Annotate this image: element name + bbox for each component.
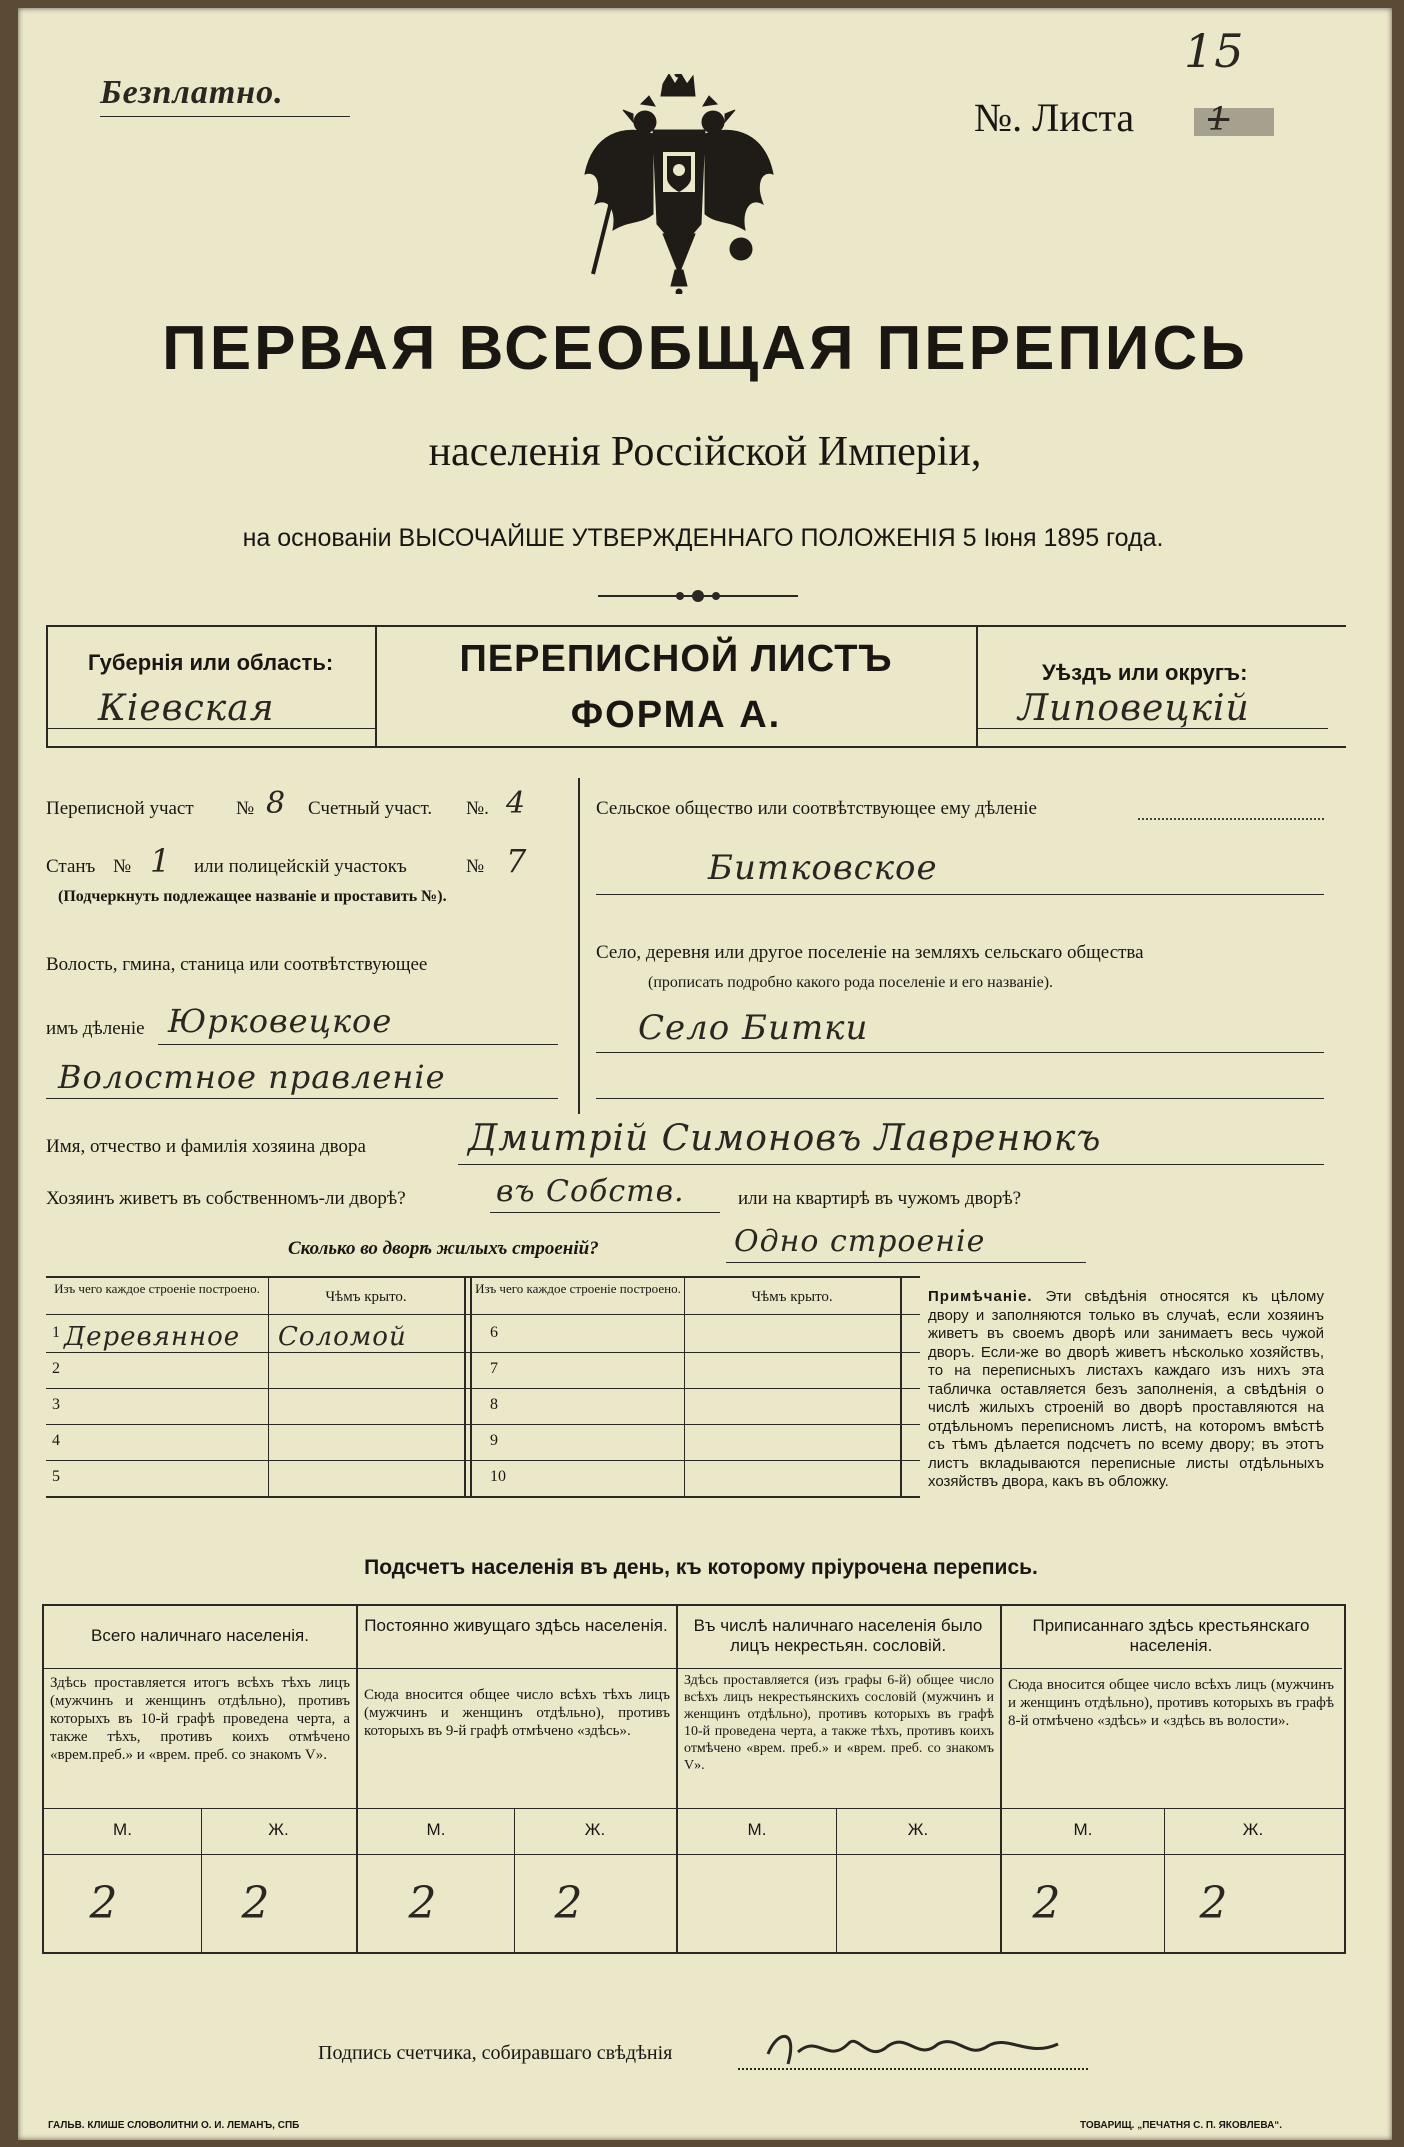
pt-desc-2: Сюда вносится общее число всѣхъ тѣхъ лицъ (мужчинъ и женщинъ отдѣльно), противъ которыхъ въ 9-й графѣ отмѣчено «здѣсь». (364, 1687, 670, 1739)
sheet-number-old: 1 (1208, 100, 1230, 138)
bt-row-3 (46, 1424, 920, 1425)
bt-col-4 (900, 1276, 902, 1496)
band-top-rule (46, 625, 1346, 627)
form-subtitle: ФОРМА А. (570, 694, 782, 736)
bt-col-3 (684, 1276, 685, 1496)
bt-row-num: 10 (490, 1468, 506, 1485)
bt-row-num: 6 (490, 1324, 498, 1341)
stan-no: № (113, 856, 132, 877)
signature-line (738, 2068, 1088, 2070)
village-label: Село, деревня или другое поселеніе на земляхъ сельскаго общества (596, 942, 1144, 963)
stan-value: 1 (150, 842, 172, 880)
pt-header-rule-2 (358, 1668, 676, 1669)
stan-label: Станъ (46, 856, 96, 877)
perepis-uchast-value: 8 (266, 786, 287, 821)
bt-header-material-left: Изъ чего каждое строеніе построено. (54, 1281, 260, 1296)
society-value: Битковское (708, 848, 938, 888)
bt-col-2 (464, 1276, 466, 1496)
buildings-line (726, 1262, 1086, 1263)
uezd-line (978, 728, 1328, 729)
bt-row-num: 9 (490, 1432, 498, 1449)
society-line (596, 894, 1324, 895)
note-block (928, 1288, 1324, 1492)
pt-f-value-4: 2 (1199, 1878, 1229, 1929)
bt-row-num: 4 (52, 1432, 60, 1449)
pt-header-rule-1 (44, 1668, 356, 1669)
legal-basis: на основаніи ВЫСОЧАЙШЕ УТВЕРЖДЕННАГО ПОЛОЖЕНІЯ 5 Іюня 1895 года. (242, 524, 1164, 552)
police-value: 7 (506, 842, 528, 880)
bt-top (46, 1276, 920, 1278)
subtitle: населенія Россійской Имперіи, (428, 429, 982, 475)
bt-roof-1: Соломой (278, 1322, 407, 1352)
bt-col-1 (268, 1276, 269, 1496)
uezd-label: Уѣздъ или округъ: (1042, 660, 1248, 685)
bt-header-material-right: Изъ чего каждое строеніе построено. (475, 1281, 681, 1296)
pt-desc-1: Здѣсь проставляется итогъ всѣхъ тѣхъ лицъ (мужчинъ и женщинъ отдѣльно), противъ которыхъ въ 10-й графѣ проведена черта, а также тѣхъ, противъ коихъ отмѣчено «врем.преб.» и «врем. преб. со знакомъ V». (50, 1675, 350, 1763)
volost-label: Волость, гмина, станица или соотвѣтствующее (46, 954, 428, 975)
pt-col-2 (676, 1606, 678, 1952)
owner-lives-line (490, 1212, 720, 1213)
volost-value-2: Волостное правленіе (58, 1058, 446, 1096)
underline-note: (Подчеркнуть подлежащее названіе и проставить №). (58, 888, 447, 905)
uezd-value: Липовецкій (1018, 688, 1250, 729)
schet-uchast-no: №. (466, 798, 489, 819)
pt-m-value-4: 2 (1032, 1878, 1062, 1929)
sheet-number-stamp (1194, 108, 1274, 136)
volost-line-1 (158, 1044, 558, 1045)
buildings-value: Одно строеніе (734, 1224, 986, 1259)
schet-uchast-label: Счетный участ. (308, 798, 433, 819)
double-headed-eagle-icon (583, 74, 775, 294)
band-bottom-rule (46, 746, 1346, 748)
schet-uchast-value: 4 (506, 786, 527, 821)
pt-header-1: Всего наличнаго населенія. (91, 1626, 309, 1645)
village-line-1 (596, 1052, 1324, 1053)
perepis-uchast-no: № (236, 798, 255, 819)
bt-head-rule (46, 1314, 920, 1315)
society-label: Сельское общество или соотвѣтствующее ему дѣленіе (596, 798, 1037, 819)
pt-f-label-4: Ж. (1242, 1820, 1264, 1839)
owner-lives-label: Хозяинъ живетъ въ собственномъ-ли дворѣ? (46, 1188, 406, 1209)
police-label: или полицейскій участокъ (194, 856, 407, 877)
society-dotline (1138, 818, 1324, 820)
volost-line-2 (46, 1098, 558, 1099)
bt-row-1 (46, 1352, 920, 1353)
pt-rule-2 (44, 1854, 1344, 1855)
printer-left: ГАЛЬВ. КЛИШЕ СЛОВОЛИТНИ О. И. ЛЕМАНЪ, СПБ (48, 2120, 300, 2131)
pt-header-rule-3 (678, 1668, 1000, 1669)
village-line-2 (596, 1098, 1324, 1099)
owner-name-label: Имя, отчество и фамилія хозяина двора (46, 1136, 366, 1157)
owner-name-value: Дмитрій Симоновъ Лавренюкъ (468, 1118, 1102, 1159)
gubernia-label: Губернія или область: (88, 650, 334, 675)
pt-f-label-2: Ж. (584, 1820, 606, 1839)
note-title: Примѣчаніе. (928, 1288, 1033, 1305)
pt-f-value-2: 2 (554, 1878, 584, 1929)
bt-row-num: 5 (52, 1468, 60, 1485)
pt-rule-1 (44, 1808, 1344, 1809)
bt-row-num: 7 (490, 1360, 498, 1377)
pt-header-3: Въ числѣ наличнаго населенія было лицъ некрестьян. сословій. (693, 1616, 983, 1655)
pt-desc-3: Здѣсь проставляется (изъ графы 6-й) общее число всѣхъ лицъ некрестьянскихъ сословій (мужчинъ и женщинъ отдѣльно), противъ которыхъ въ графѣ 10-й проведена черта, а также тѣхъ, противъ коихъ отмѣчено «врем. преб.» и «врем. преб. со знакомъ V». (684, 1673, 994, 1773)
pt-m-value-1: 2 (89, 1878, 119, 1929)
sheet-number-value: 15 (1184, 24, 1245, 78)
bt-bottom (46, 1496, 920, 1498)
bt-header-roof-left: Чѣмъ крыто. (325, 1289, 407, 1305)
census-sheet (18, 8, 1392, 2140)
pt-m-label-2: М. (426, 1820, 446, 1839)
bt-header-roof-right: Чѣмъ крыто. (751, 1289, 833, 1305)
gubernia-line (46, 728, 376, 729)
pt-m-label-1: М. (113, 1820, 132, 1839)
village-value: Село Битки (638, 1008, 869, 1048)
bt-material-1: Деревянное (64, 1322, 241, 1352)
owner-lives-value: въ Собств. (496, 1174, 685, 1209)
bt-row-num: 1 (52, 1324, 60, 1341)
counter-signature (758, 2024, 1098, 2074)
perepis-uchast-label: Переписной участ (46, 798, 194, 819)
buildings-label: Сколько во дворѣ жилыхъ строеній? (288, 1238, 599, 1259)
pt-m-value-2: 2 (408, 1878, 438, 1929)
pt-f-label-3: Ж. (907, 1820, 929, 1839)
volost-label-2: имъ дѣленіе (46, 1018, 145, 1039)
pt-header-rule-4 (1002, 1668, 1342, 1669)
signature-label: Подпись счетчика, собиравшаго свѣдѣнія (318, 2042, 673, 2064)
police-no: № (466, 856, 485, 877)
village-note: (прописать подробно какого рода поселеніе и его названіе). (648, 974, 1054, 991)
bt-row-2 (46, 1388, 920, 1389)
owner-name-line (458, 1164, 1324, 1165)
population-title: Подсчетъ населенія въ день, къ которому пріурочена перепись. (364, 1556, 1038, 1579)
free-label: Безплатно. (100, 74, 284, 111)
sheet-number-label: №. Листа (974, 95, 1135, 140)
pt-f-value-1: 2 (241, 1878, 271, 1929)
bt-row-4 (46, 1460, 920, 1461)
volost-value: Юрковецкое (168, 1002, 393, 1040)
fields-divider (578, 778, 580, 1114)
main-title: ПЕРВАЯ ВСЕОБЩАЯ ПЕРЕПИСЬ (162, 314, 1248, 383)
ornament-divider (598, 586, 798, 606)
note-text: Эти свѣдѣнія относятся къ цѣлому двору и заполняются только въ случаѣ, если хозяинъ живетъ въ своемъ дворѣ или занимаетъ весь чужой дворъ. Если-же во дворѣ живетъ нѣсколько хозяйствъ, то на переписныхъ листахъ каждаго изъ нихъ эта табличка оставляется безъ заполненія, а свѣдѣнія о числѣ жилыхъ строеній во дворѣ проставляются на отдѣльномъ переписномъ листѣ, на которомъ вмѣстѣ съ тѣмъ дѣлается подсчетъ по всему двору; въ этотъ листъ вкладываются переписные листы отдѣльныхъ хозяйствъ двора, какъ въ обложку. (928, 1288, 1324, 1490)
printer-right: ТОВАРИЩ. „ПЕЧАТНЯ С. П. ЯКОВЛЕВА“. (1080, 2120, 1283, 2131)
free-underline (100, 116, 350, 117)
bt-row-num: 8 (490, 1396, 498, 1413)
pt-f-label-1: Ж. (268, 1820, 289, 1839)
bt-col-2b (470, 1276, 472, 1496)
pt-header-4: Приписаннаго здѣсь крестьянскаго населенія. (1032, 1616, 1310, 1655)
form-title: ПЕРЕПИСНОЙ ЛИСТЪ (459, 638, 893, 680)
pt-m-label-4: М. (1073, 1820, 1093, 1839)
owner-lives-label-2: или на квартирѣ въ чужомъ дворѣ? (738, 1188, 1022, 1209)
gubernia-value: Кіевская (98, 688, 275, 729)
bt-row-num: 2 (52, 1360, 60, 1377)
pt-m-label-3: М. (747, 1820, 767, 1839)
pt-desc-4: Сюда вносится общее число всѣхъ лицъ (мужчинъ и женщинъ отдѣльно), противъ которыхъ въ графѣ 8-й отмѣчено «здѣсь» и «здѣсь въ волости». (1008, 1677, 1334, 1729)
pt-header-2: Постоянно живущаго здѣсь населенія. (364, 1616, 668, 1635)
bt-row-num: 3 (52, 1396, 60, 1413)
